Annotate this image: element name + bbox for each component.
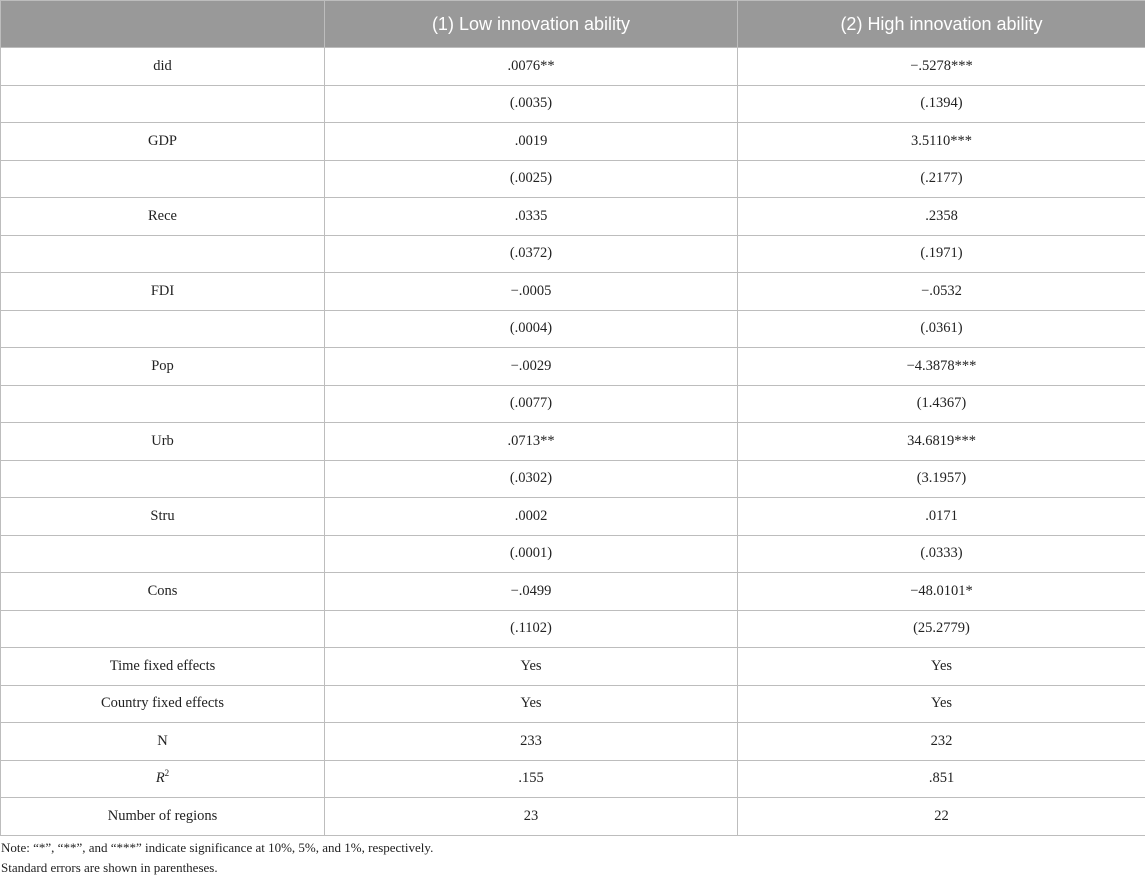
cell-high: (25.2779): [738, 610, 1145, 648]
table-note-standard-errors: Standard errors are shown in parentheses.: [1, 860, 218, 875]
table-row: [1, 198, 1145, 236]
cell-high: .0171: [738, 498, 1145, 536]
row-label: Urb: [1, 423, 325, 461]
row-label: N: [1, 723, 325, 761]
cell-high: .2358: [738, 198, 1145, 236]
cell-low: (.0077): [325, 385, 738, 423]
cell-low: −.0005: [325, 273, 738, 311]
row-label: [1, 160, 325, 198]
table-row: [1, 85, 1145, 123]
cell-low: .0713**: [325, 423, 738, 461]
table-row: [1, 573, 1145, 611]
cell-low: Yes: [325, 685, 738, 723]
cell-low: .0019: [325, 123, 738, 161]
table-row: [1, 685, 1145, 723]
table-row: [1, 798, 1145, 836]
cell-high: Yes: [738, 685, 1145, 723]
table-row: [1, 460, 1145, 498]
cell-high: (.0333): [738, 535, 1145, 573]
row-label: Stru: [1, 498, 325, 536]
table-row: [1, 648, 1145, 686]
cell-high: (.2177): [738, 160, 1145, 198]
cell-high: (1.4367): [738, 385, 1145, 423]
row-label: [1, 235, 325, 273]
cell-high: Yes: [738, 648, 1145, 686]
cell-low: −.0499: [325, 573, 738, 611]
table-row: [1, 723, 1145, 761]
cell-low: .0076**: [325, 48, 738, 86]
table-row: [1, 423, 1145, 461]
cell-low: 233: [325, 723, 738, 761]
cell-high: (.1971): [738, 235, 1145, 273]
row-label: did: [1, 48, 325, 86]
cell-low: (.0302): [325, 460, 738, 498]
row-label: [1, 460, 325, 498]
row-label: FDI: [1, 273, 325, 311]
cell-high: 22: [738, 798, 1145, 836]
cell-low: Yes: [325, 648, 738, 686]
row-label-r-squared: [1, 760, 325, 798]
table-row: [1, 235, 1145, 273]
cell-low: (.0001): [325, 535, 738, 573]
row-label: Country fixed effects: [1, 685, 325, 723]
r-squared-exponent: 2: [164, 768, 170, 779]
cell-low: (.0025): [325, 160, 738, 198]
header-variable: [1, 1, 325, 48]
row-label: [1, 385, 325, 423]
cell-low: (.0004): [325, 310, 738, 348]
header-low-innovation: (1) Low innovation ability: [325, 1, 738, 48]
cell-low: .0002: [325, 498, 738, 536]
cell-high: 34.6819***: [738, 423, 1145, 461]
cell-high: .851: [738, 760, 1145, 798]
cell-high: −.0532: [738, 273, 1145, 311]
cell-high: 232: [738, 723, 1145, 761]
r-symbol: R: [155, 770, 165, 787]
cell-high: −4.3878***: [738, 348, 1145, 386]
table-row: [1, 123, 1145, 161]
table-row: [1, 535, 1145, 573]
row-label: Number of regions: [1, 798, 325, 836]
cell-low: (.0035): [325, 85, 738, 123]
cell-high: 3.5110***: [738, 123, 1145, 161]
table-row: [1, 48, 1145, 86]
table-row: [1, 310, 1145, 348]
cell-low: −.0029: [325, 348, 738, 386]
cell-high: (.1394): [738, 85, 1145, 123]
cell-low: .0335: [325, 198, 738, 236]
table-row: [1, 760, 1145, 798]
table-note-significance: Note: “*”, “**”, and “***” indicate significance at 10%, 5%, and 1%, respectively.: [1, 840, 434, 855]
row-label: Cons: [1, 573, 325, 611]
cell-low: (.1102): [325, 610, 738, 648]
row-label: Pop: [1, 348, 325, 386]
table-row: [1, 385, 1145, 423]
row-label: GDP: [1, 123, 325, 161]
table-row: [1, 160, 1145, 198]
cell-low: (.0372): [325, 235, 738, 273]
row-label: Rece: [1, 198, 325, 236]
table-header-row: [1, 1, 1145, 48]
table-row: [1, 498, 1145, 536]
cell-low: 23: [325, 798, 738, 836]
cell-high: −.5278***: [738, 48, 1145, 86]
cell-low: .155: [325, 760, 738, 798]
table-row: [1, 273, 1145, 311]
header-high-innovation: (2) High innovation ability: [738, 1, 1145, 48]
row-label: [1, 310, 325, 348]
row-label: [1, 610, 325, 648]
cell-high: (.0361): [738, 310, 1145, 348]
table-row: [1, 348, 1145, 386]
cell-high: (3.1957): [738, 460, 1145, 498]
table-row: [1, 610, 1145, 648]
row-label: Time fixed effects: [1, 648, 325, 686]
row-label: [1, 85, 325, 123]
row-label: [1, 535, 325, 573]
cell-high: −48.0101*: [738, 573, 1145, 611]
